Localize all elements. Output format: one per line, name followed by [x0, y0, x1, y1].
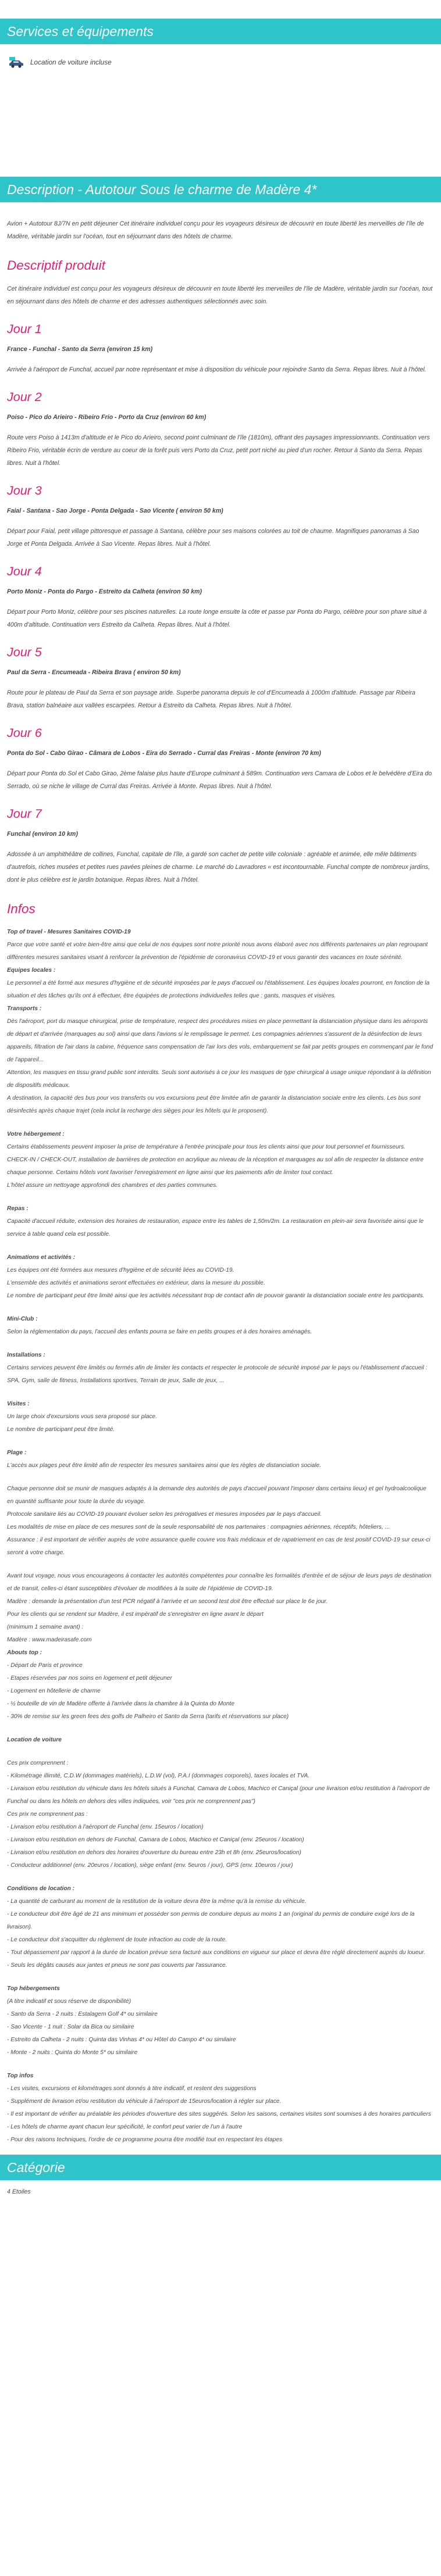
info-spacer — [7, 1559, 434, 1570]
info-subheading: Animations et activités : — [7, 1254, 76, 1261]
info-line: Certains services peuvent être limités ou fermés afin de limiter les contacts et respecter le protocole de sécurité imposé par le pays ou l'établissement d'accueil : — [7, 1365, 428, 1371]
day-route: Funchal (environ 10 km) — [7, 831, 78, 838]
day-title: Jour 5 — [7, 645, 42, 659]
day-title: Jour 4 — [7, 564, 42, 578]
day-text: Adossée à un amphithéâtre de collines, Funchal, capitale de l'île, a gardé son cachet de petite ville coloniale : agréable et animée, elle mêle bâtiments d'autrefois, riches musées et petites rues pavées pleines de charme. Le marché do Lavradores « est incontournable. Funchal compte de nombreux jardins, dont le plus célèbre est le jardin botanique. Repas libres. Nuit à l'hôtel. — [7, 851, 430, 883]
info-subheading: Installations : — [7, 1352, 45, 1358]
info-line: Le nombre de participant peut être limité ainsi que les activités nécessitant trop de contact afin de pouvoir garantir la distanciation sociale entre les participants. — [7, 1293, 425, 1299]
services-title: Services et équipements — [7, 24, 154, 39]
info-line: - ½ bouteille de vin de Madère offerte à l'arrivée dans la chambre à la Quinta do Monte — [7, 1701, 234, 1707]
info-line: Parce que votre santé et votre bien-être ainsi que celui de nos équipes sont notre priorité nous avons élaboré avec nos différents partenaires un plan regroupant différentes mesures sanitaires visant à renforcer la prévention de l'épidémie de coronavirus COVID-19 et vous garantir des vacances en toute sérénité. — [7, 942, 428, 961]
info-spacer — [7, 1118, 434, 1128]
info-line: Le nombre de participant peut être limité. — [7, 1426, 115, 1433]
day-text: Route vers Poiso à 1413m d'altitude et le Pico do Arieiro, second point culminant de l'île (1810m), offrant des paysages impressionnants. Continuation vers Ribeiro Frio, véritable écrin de verdure au coeur de la forêt puis vers Porto da Cruz, petit port niché au pied d'un rocher. Retour à Santo da Serra. Repas libres. Nuit à l'hôtel. — [7, 434, 430, 467]
info-line: L'accès aux plages peut être limité afin de respecter les mesures sanitaires ainsi que les règles de distanciation sociale. — [7, 1462, 321, 1469]
info-line: - Il est important de vérifier au préalable les périodes d'ouverture des sites suggérés. Selon les saisons, certaines visites sont soumises à des horaires particuliers — [7, 2111, 432, 2117]
info-line: Les équipes ont été formées aux mesures d'hygiène et de sécurité liées au COVID-19. — [7, 1267, 234, 1273]
info-line: - Logement en hôtellerie de charme — [7, 1688, 101, 1694]
info-line: Ces prix comprennent : — [7, 1760, 69, 1766]
day-text: Route pour le plateau de Paul da Serra et son paysage aride. Superbe panorama depuis le col d'Encumeada à 1000m d'altitude. Passage par Ribeira Brava, station balnéaire aux vallées escarpées. Retour à Estreito da Calheta. Repas libres. Nuit à l'hôtel. — [7, 689, 415, 709]
info-subheading: Top of travel - Mesures Sanitaires COVID-19 — [7, 929, 131, 935]
car-rental-icon — [8, 56, 24, 69]
day-title: Jour 7 — [7, 807, 42, 821]
info-subheading: Abouts top : — [7, 1650, 42, 1656]
info-subheading: Equipes locales : — [7, 967, 56, 974]
info-line: - La quantité de carburant au moment de la restitution de la voiture devra être la même qu'à la remise du véhicule. — [7, 1898, 307, 1905]
info-line: - Le conducteur doit être âgé de 21 ans minimum et posséder son permis de conduire depuis au moins 1 an (original du permis de conduire exigé lors de la livraison). — [7, 1911, 415, 1930]
info-line: - Livraison et/ou restitution à l'aéroport de Funchal (env. 15euros / location) — [7, 1824, 204, 1830]
info-spacer — [7, 1723, 434, 1734]
info-line: - Supplément de livraison et/ou restitution du véhicule à l'aéroport de 15euros/location à régler sur place. — [7, 2098, 282, 2105]
info-line: Assurance : il est important de vérifier auprès de votre assurance quelle couvre vos frais médicaux et de rapatriement en cas de test positif COVID-19 sur ceux-ci seront à votre charge. — [7, 1537, 431, 1556]
description-title: Description - Autotour Sous le charme de Madère 4* — [7, 182, 317, 197]
info-line: - Etapes réservées par nos soins en logement et petit déjeuner — [7, 1675, 172, 1681]
info-line: Le personnel a été formé aux mesures d'hygiène et de sécurité imposées par le pays d'accueil ou l'établissement. Les équipes locales pourront, en fonction de la situation et des tâches qu'ils ont à effectuer, être équipées de protections individuelles telles que : gants, masques et visières. — [7, 980, 430, 999]
info-spacer — [7, 2059, 434, 2070]
info-line: Madère : demande la présentation d'un test PCR négatif à l'arrivée et un second test doit être effectué sur place le 6e jour. — [7, 1598, 328, 1605]
info-line: - Le conducteur doit s'acquitter du règlement de toute infraction au code de la route. — [7, 1937, 227, 1943]
info-line: - Livraison et/ou restitution en dehors des horaires d'ouverture du bureau entre 23h et 8h (env. 25euros/location) — [7, 1849, 301, 1856]
day-route: Poiso - Pico do Arieiro - Ribeiro Frio - Porto da Cruz (environ 60 km) — [7, 414, 207, 421]
info-line: Madère : www.madeirasafe.com — [7, 1637, 92, 1643]
info-line: Attention, les masques en tissu grand public sont interdits. Seuls sont autorisés à ce jour les masques de type chirurgical à usage unique répondant à la définition de dispositifs médicaux. — [7, 1069, 431, 1089]
info-subheading: Top hébergements — [7, 1985, 60, 1992]
categorie-title: Catégorie — [7, 2160, 65, 2175]
day-text: Départ pour Ponta do Sol et Cabo Girao, 2ème falaise plus haute d'Europe culminant à 589m. Continuation vers Camara de Lobos et le belvédère d'Eira do Serrado, où se niche le village de Curral das Freiras. Arrivée à Monte. Repas libres. Nuit à l'hôtel. — [7, 770, 432, 790]
program-title: Descriptif produit — [7, 258, 105, 273]
info-line: - Départ de Paris et province — [7, 1662, 83, 1669]
info-spacer — [7, 1472, 434, 1483]
day-route: Paul da Serra - Encumeada - Ribeira Brava ( environ 50 km) — [7, 669, 181, 676]
info-line: Chaque personne doit se munir de masques adaptés à la demande des autorités de pays d'accueil pouvant l'imposer dans certains lieux) et gel hydroalcoolique en quantité suffisante pour toute la durée du voyage. — [7, 1486, 426, 1505]
info-spacer — [7, 1436, 434, 1447]
service-item — [0, 44, 441, 72]
program-text: Cet itinéraire individuel est conçu pour les voyageurs désireux de découvrir en toute liberté les merveilles de l'île de Madère, véritable jardin sur l'océan, tout en séjournant dans des hôtels de charme et des adresses authentiques sélectionnés avec soin. — [7, 285, 433, 305]
info-spacer — [7, 1747, 434, 1757]
days-list — [7, 322, 434, 886]
info-spacer — [7, 1972, 434, 1983]
info-line: - Les visites, excursions et kilométrages sont donnés à titre indicatif, et restent des suggestions — [7, 2085, 257, 2092]
info-subheading: Transports : — [7, 1006, 42, 1012]
categorie-value: 4 Etoiles — [7, 2188, 31, 2195]
info-subheading: Conditions de location : — [7, 1886, 75, 1892]
info-line: Pour les clients qui se rendent sur Madère, il est impératif de s'enregistrer en ligne avant le départ — [7, 1611, 264, 1618]
info-spacer — [7, 1339, 434, 1349]
info-line: - Les hôtels de charme ayant chacun leur spécificité, le confort peut varier de l'un à l'autre — [7, 2124, 243, 2130]
info-line: - 30% de remise sur les green fees des golfs de Palheiro et Santo da Serra (tarifs et réservations sur place) — [7, 1713, 289, 1720]
info-line: Certains établissements peuvent imposer la prise de température à l'entrée principale pour tous les clients ainsi que pour tout personnel et fournisseurs. — [7, 1144, 406, 1150]
day-route: Porto Moniz - Ponta do Pargo - Estreito da Calheta (environ 50 km) — [7, 588, 202, 595]
day-text: Départ pour Porto Moniz, célèbre pour ses piscines naturelles. La route longe ensuite la côte et passe par Ponta do Pargo, célèbre pour son phare situé à 400m d'altitude. Continuation vers Estreito da Calheta. Repas libres. Nuit à l'hôtel. — [7, 609, 427, 628]
info-subheading: Plage : — [7, 1450, 27, 1456]
info-line: Dès l'aéroport, port du masque chirurgical, prise de température, respect des procédures mises en place permettant la distanciation physique dans les aéroports de départ et d'arrivée (marquages au sol) ainsi que dans l'avions si le remplissage le permet. Les compagnies aériennes s'assurent de la désinfection de leurs appareils, filtration de l'air dans la cabine, fréquence sans compensation de l'air lors des vols, embarquement se fait par petits groupes en commençant par le fond de l'appareil... — [7, 1018, 433, 1063]
info-line: - Sao Vicente - 1 nuit : Solar da Bica ou similaire — [7, 2024, 134, 2030]
info-subheading: Repas : — [7, 1205, 29, 1212]
info-line: - Estreito da Calheta - 2 nuits : Quinta das Vinhas 4* ou Hôtel do Campo 4* ou similaire — [7, 2037, 236, 2043]
info-subheading: Top infos — [7, 2073, 34, 2079]
info-line: - Santo da Serra - 2 nuits : Estalagem Golf 4* ou similaire — [7, 2011, 158, 2017]
description-header — [0, 177, 441, 202]
infos-list — [7, 926, 434, 2146]
day-text: Départ pour Faial, petit village pittoresque et passage à Santana, célèbre pour ses maisons colorées au toit de chaume. Magnifiques panoramas à Sao Jorge et Ponta Delgada. Arrivée à Sao Vicente. Repas libres. Nuit à l'hôtel. — [7, 528, 419, 548]
info-subheading: Mini-Club : — [7, 1316, 38, 1322]
description-intro: Avion + Autotour 8J/7N en petit déjeuner Cet itinéraire individuel conçu pour les voyageurs désireux de découvrir en toute liberté les merveilles de l'île de Madère, véritable jardin sur l'océan, tout en séjournant dans des hôtels de charme. — [7, 220, 424, 240]
info-line: (A titre indicatif et sous réserve de disponibilité) — [7, 1998, 131, 2005]
day-route: France - Funchal - Santo da Serra (environ 15 km) — [7, 346, 153, 353]
info-line: A destination, la capacité des bus pour vos transferts ou vos excursions peut être limitée afin de garantir la distanciation sociale entre les clients. Les bus sont désinfectés après chaque trajet (cela inclut la recharge des sièges pour les hôtels qui le proposent). — [7, 1095, 421, 1114]
info-subheading: Visites : — [7, 1401, 30, 1407]
info-spacer — [7, 1192, 434, 1203]
info-line: Protocole sanitaire liés au COVID-19 pouvant évoluer selon les prérogatives et mesures imposées par le pays d'accueil. — [7, 1511, 322, 1518]
info-subheading: Votre hébergement : — [7, 1131, 65, 1137]
info-line: - Monte - 2 nuits : Quinta do Monte 5* ou similaire — [7, 2049, 138, 2056]
info-line: Ces prix ne comprennent pas : — [7, 1811, 88, 1817]
infos-title: Infos — [7, 901, 35, 916]
info-subheading: Location de voiture — [7, 1737, 62, 1743]
info-line: - Pour des raisons techniques, l'ordre de ce programme pourra être modifié tout en respectant les étapes — [7, 2137, 283, 2143]
info-line: Les modalités de mise en place de ces mesures sont de la seule responsabilité de nos partenaires : compagnies aériennes, réceptifs, hôteliers, ... — [7, 1524, 390, 1530]
info-line: Selon la réglementation du pays, l'accueil des enfants pourra se faire en petits groupes et à des horaires aménagés. — [7, 1329, 312, 1335]
info-spacer — [7, 1387, 434, 1398]
info-line: - Kilométrage illimité, C.D.W (dommages matériels), L.D.W (vol), P.A.I (dommages corporels), taxes locales et TVA. — [7, 1773, 310, 1779]
info-line: Avant tout voyage, nous vous encourageons à contacter les autorités compétentes pour connaître les formalités d'entrée et de séjour de leurs pays de destination et de transit, celles-ci étant susceptibles d'évoluer de modifiées à la suite de l'épidémie de COVID-19. — [7, 1573, 432, 1592]
info-line: CHECK-IN / CHECK-OUT, installation de barrières de protection en acrylique au niveau de la réception et marquages au sol afin de respecter la distance entre chaque personne. Certains hôtels vont favoriser l'enregistrement en ligne ainsi que les paiements afin de limiter tout contact. — [7, 1157, 424, 1176]
day-title: Jour 3 — [7, 484, 42, 498]
day-title: Jour 1 — [7, 322, 42, 336]
day-route: Faial - Santana - Sao Jorge - Ponta Delgada - Sao Vicente ( environ 50 km) — [7, 507, 223, 514]
info-spacer — [7, 1241, 434, 1251]
info-line: - Livraison et/ou restitution du véhicule dans les hôtels situés à Funchal, Camara de Lobos, Machico et Caniçal (pour une livraison et/ou restitution à l'aéroport de Funchal ou dans les hôtels en dehors des villes indiquées, voir "ces prix ne comprennent pas") — [7, 1786, 430, 1805]
services-header — [0, 19, 441, 44]
info-line: L'ensemble des activités et animations seront effectuées en extérieur, dans la mesure du possible. — [7, 1280, 265, 1286]
info-line: Capacité d'accueil réduite, extension des horaires de restauration, espace entre les tables de 1,50m/2m. La restauration en plein-air sera favorisée ainsi que le service à table quand cela est possible. — [7, 1218, 424, 1237]
info-line: (minimum 1 semaine avant) : — [7, 1624, 84, 1630]
service-label: Location de voiture incluse — [30, 58, 112, 66]
day-title: Jour 2 — [7, 390, 42, 404]
info-line: SPA, Gym, salle de fitness, Installations sportives, Terrain de jeux, Salle de jeux, ... — [7, 1378, 225, 1384]
info-line: - Livraison et/ou restitution en dehors de Funchal, Camara de Lobos, Machico et Caniçal (env. 25euros / location) — [7, 1837, 304, 1843]
day-route: Ponta do Sol - Cabo Girao - Câmara de Lobos - Eira do Serrado - Curral das Freiras - Monte (environ 70 km) — [7, 750, 321, 757]
day-text: Arrivée à l'aéroport de Funchal, accueil par notre représentant et mise à disposition du véhicule pour rejoindre Santo da Serra. Repas libres. Nuit à l'hôtel. — [7, 366, 426, 373]
info-spacer — [7, 1303, 434, 1313]
categorie-header — [0, 2155, 441, 2180]
info-line: Un large choix d'excursions vous sera proposé sur place. — [7, 1414, 157, 1420]
day-title: Jour 6 — [7, 726, 42, 740]
info-line: - Seuls les dégâts causés aux jantes et pneus ne sont pas couverts par l'assurance. — [7, 1962, 227, 1969]
info-line: L'hôtel assure un nettoyage approfondi des chambres et des parties communes. — [7, 1182, 218, 1189]
info-line: - Conducteur additionnel (env. 20euros / location), siège enfant (env. 5euros / jour), GPS (env. 10euros / jour) — [7, 1862, 293, 1869]
description-content — [0, 217, 441, 2146]
info-spacer — [7, 1872, 434, 1883]
info-line: - Tout dépassement par rapport à la durée de location prévue sera facturé aux conditions en vigueur sur place et devra être réglé directement auprès du loueur. — [7, 1949, 426, 1956]
